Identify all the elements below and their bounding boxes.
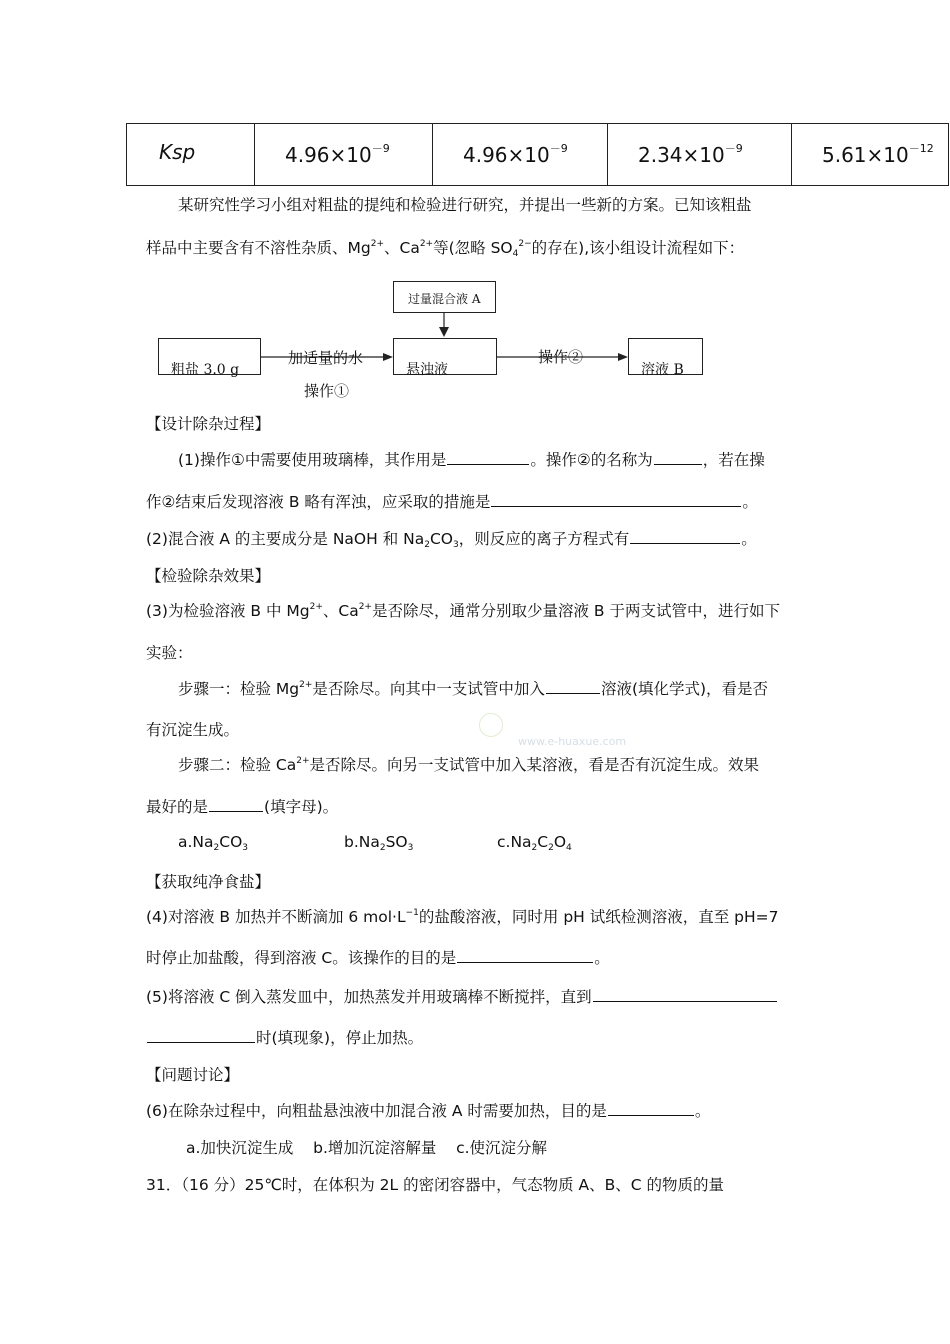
question-3-line-2: 实验： <box>146 644 193 662</box>
question-31: 31．（16 分）25℃时，在体积为 2L 的密闭容器中，气态物质 A、B、C 的物质的量 <box>146 1176 725 1194</box>
option-c: $c.Na_2C_2O_4$ <box>497 833 572 853</box>
answer-blank[interactable] <box>546 679 600 694</box>
question-5-line-1: (5)将溶液 C 倒入蒸发皿中，加热蒸发并用玻璃棒不断搅拌，直到 <box>146 985 778 1007</box>
step-1-line-2: 有沉淀生成。 <box>146 721 240 739</box>
answer-blank[interactable] <box>608 1101 694 1116</box>
watermark-text: www.e-huaxue.com <box>518 735 627 748</box>
suspension-label: 悬浊液 <box>406 362 448 378</box>
step-2-line-1: 步骤二：检验 $Ca^{2+}$是否除尽。向另一支试管中加入某溶液，看是否有沉淀生成。效果 <box>178 756 760 774</box>
mix-label: 过量混合液 A <box>408 292 481 306</box>
watermark-logo-icon <box>479 713 503 737</box>
question-1-line-2: 作②结束后发现溶液 B 略有浑浊，应采取的措施是 。 <box>146 493 758 511</box>
section-title-design: 【设计除杂过程】 <box>146 415 271 433</box>
answer-blank[interactable] <box>654 450 702 465</box>
step-2-line-2: 最好的是 (填字母)。 <box>146 798 339 816</box>
option-b: $b.Na_2SO_3$ <box>344 833 414 853</box>
question-4-line-2: 时停止加盐酸，得到溶液 C。该操作的目的是 。 <box>146 949 610 967</box>
op1-label: 操作① <box>304 382 350 400</box>
solution-b-label: 溶液 B <box>641 362 684 378</box>
salt-label: 粗盐 3.0 g <box>171 362 240 378</box>
arrow-right-head-icon <box>618 353 628 361</box>
ksp-value: $4.96\times 10^{-9}$ <box>433 124 608 186</box>
answer-blank[interactable] <box>209 797 263 812</box>
answer-blank[interactable] <box>630 529 740 544</box>
question-3-line-1: (3)为检验溶液 B 中 $Mg^{2+}$、$Ca^{2+}$是否除尽，通常分别取少量溶液 B 于两支试管中，进行如下 <box>146 602 780 620</box>
arrow-down-head-icon <box>439 327 449 337</box>
section-title-discussion: 【问题讨论】 <box>146 1066 240 1084</box>
answer-blank[interactable] <box>457 948 593 963</box>
step-1-line-1: 步骤一：检验 $Mg^{2+}$是否除尽。向其中一支试管中加入 溶液(填化学式)，看是否 <box>178 680 769 698</box>
option-a: $a.Na_2CO_3$ <box>178 833 249 853</box>
op2-label: 操作② <box>538 348 584 366</box>
question-6: (6)在除杂过程中，向粗盐悬浊液中加混合液 A 时需要加热，目的是 。 <box>146 1102 711 1120</box>
section-title-check: 【检验除杂效果】 <box>146 567 271 585</box>
arrow-right-head-icon <box>383 353 393 361</box>
section-title-obtain: 【获取纯净食盐】 <box>146 873 271 891</box>
ksp-value: $2.34\times 10^{-9}$ <box>608 124 792 186</box>
answer-blank[interactable] <box>147 1028 255 1043</box>
intro-line-1: 某研究性学习小组对粗盐的提纯和检验进行研究，并提出一些新的方案。已知该粗盐 <box>178 196 752 214</box>
question-5-line-2: 时(填现象)，停止加热。 <box>146 1026 423 1048</box>
ksp-label: Ksp <box>127 124 255 186</box>
answer-blank[interactable] <box>447 450 529 465</box>
ksp-value: $5.61\times 10^{-12}$ <box>792 124 949 186</box>
intro-line-2: 样品中主要含有不溶性杂质、$Mg^{2+}$、$Ca^{2+}$等(忽略 $SO_4^{2-}$的存在),该小组设计流程如下： <box>146 239 745 259</box>
question-6-options: a.加快沉淀生成 b.增加沉淀溶解量 c.使沉淀分解 <box>186 1139 548 1157</box>
answer-blank[interactable] <box>491 492 741 507</box>
question-4-line-1: (4)对溶液 B 加热并不断滴加 6 $mol\cdot L^{-1}$的盐酸溶液，同时用 pH 试纸检测溶液，直至 pH=7 <box>146 908 779 926</box>
flow-arrows <box>0 0 950 420</box>
answer-blank[interactable] <box>593 987 777 1002</box>
ksp-value: $4.96\times 10^{-9}$ <box>255 124 433 186</box>
add-water-label: 加适量的水 <box>288 349 364 367</box>
question-2: (2)混合液 A 的主要成分是 NaOH 和 $Na_2CO_3$，则反应的离子方程式有 。 <box>146 530 757 550</box>
question-1-line-1: (1)操作①中需要使用玻璃棒，其作用是 。操作②的名称为 ，若在操 <box>178 451 765 469</box>
